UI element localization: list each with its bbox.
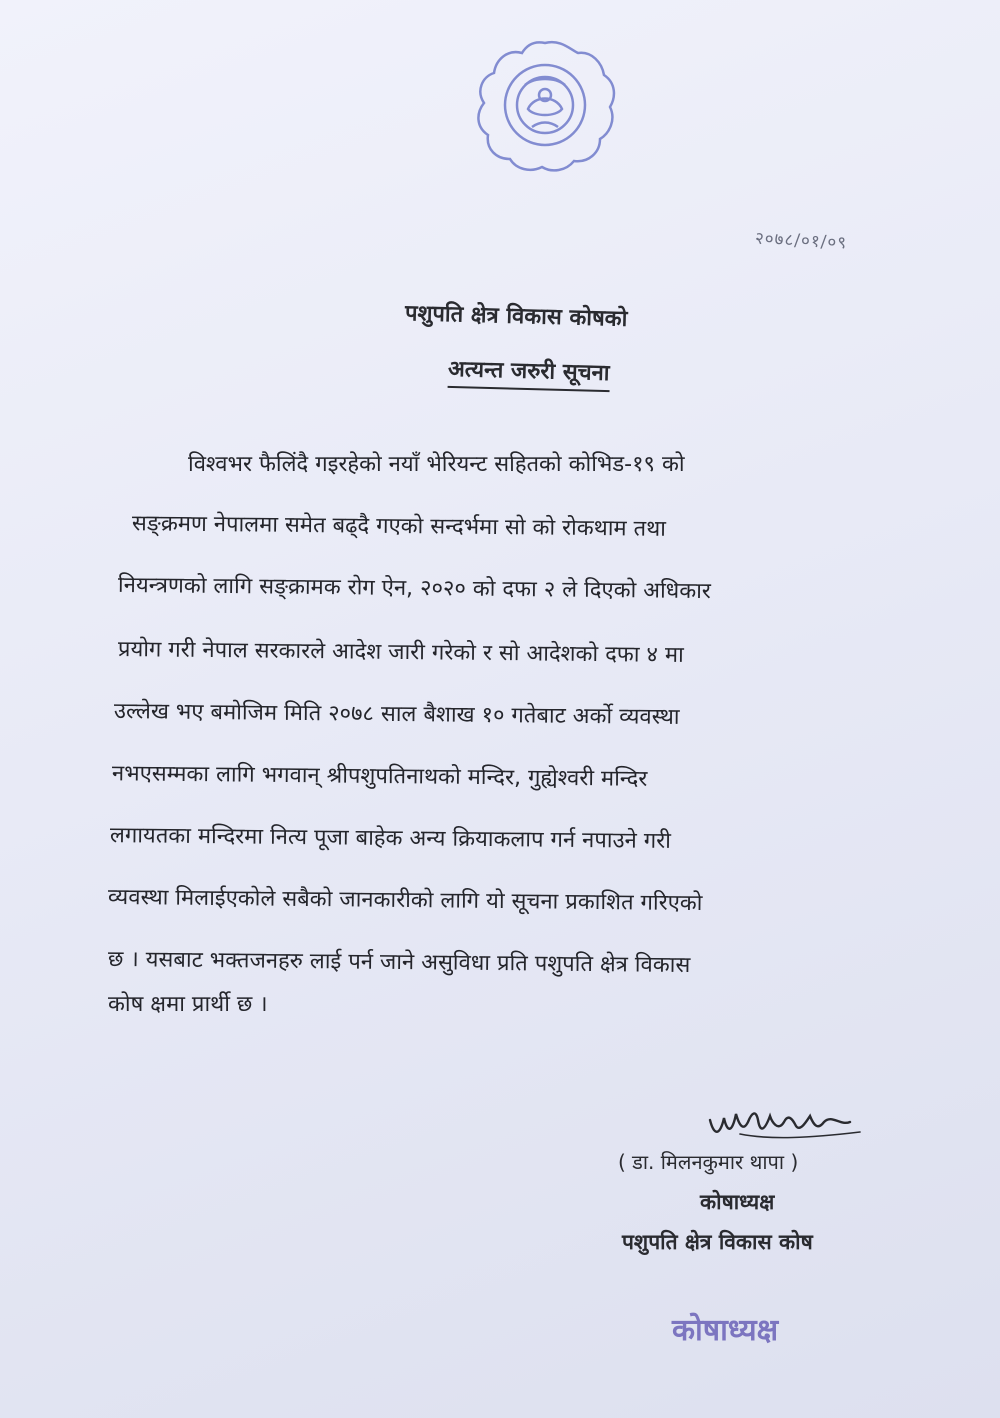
body-line: सङ्क्रमण नेपालमा समेत बढ्दै गएको सन्दर्भमा सो को रोकथाम तथा (131, 511, 667, 542)
body-line: व्यवस्था मिलाईएकोले सबैको जानकारीको लागि यो सूचना प्रकाशित गरिएको (107, 884, 703, 917)
seal-logo-icon (470, 35, 620, 175)
official-stamp: कोषाध्यक्ष (672, 1313, 779, 1348)
body-line: उल्लेख भए बमोजिम मिति २०७८ साल बैशाख १० गतेबाट अर्को व्यवस्था (113, 699, 680, 730)
body-line: नभएसम्मका लागि भगवान् श्रीपशुपतिनाथको मन्दिर, गुह्येश्वरी मन्दिर (111, 761, 648, 792)
signatory-title: कोषाध्यक्ष (700, 1190, 775, 1214)
notice-title: अत्यन्त जरुरी सूचना (448, 353, 610, 392)
body-line: विश्वभर फैलिंदै गइरहेको नयाँ भेरियन्ट सहितको कोभिड-१९ को (188, 452, 685, 477)
signature-icon (700, 1092, 870, 1152)
body-line: छ । यसबाट भक्तजनहरु लाई पर्न जाने असुविधा प्रति पशुपति क्षेत्र विकास (107, 946, 691, 979)
body-line: लगायतका मन्दिरमा नित्य पूजा बाहेक अन्य क्रियाकलाप गर्न नपाउने गरी (109, 823, 671, 854)
body-line: कोष क्षमा प्रार्थी छ । (108, 992, 268, 1017)
signatory-organization: पशुपति क्षेत्र विकास कोष (622, 1230, 813, 1254)
signatory-name: ( डा. मिलनकुमार थापा ) (618, 1150, 799, 1174)
body-line: प्रयोग गरी नेपाल सरकारले आदेश जारी गरेको र सो आदेशको दफा ४ मा (117, 637, 684, 668)
body-line: नियन्त्रणको लागि सङ्क्रामक रोग ऐन, २०२० को दफा २ ले दिएको अधिकार (117, 572, 711, 605)
notice-date: २०७८/०१/०९ (754, 228, 848, 254)
organization-heading: पशुपति क्षेत्र विकास कोषको (404, 301, 628, 332)
